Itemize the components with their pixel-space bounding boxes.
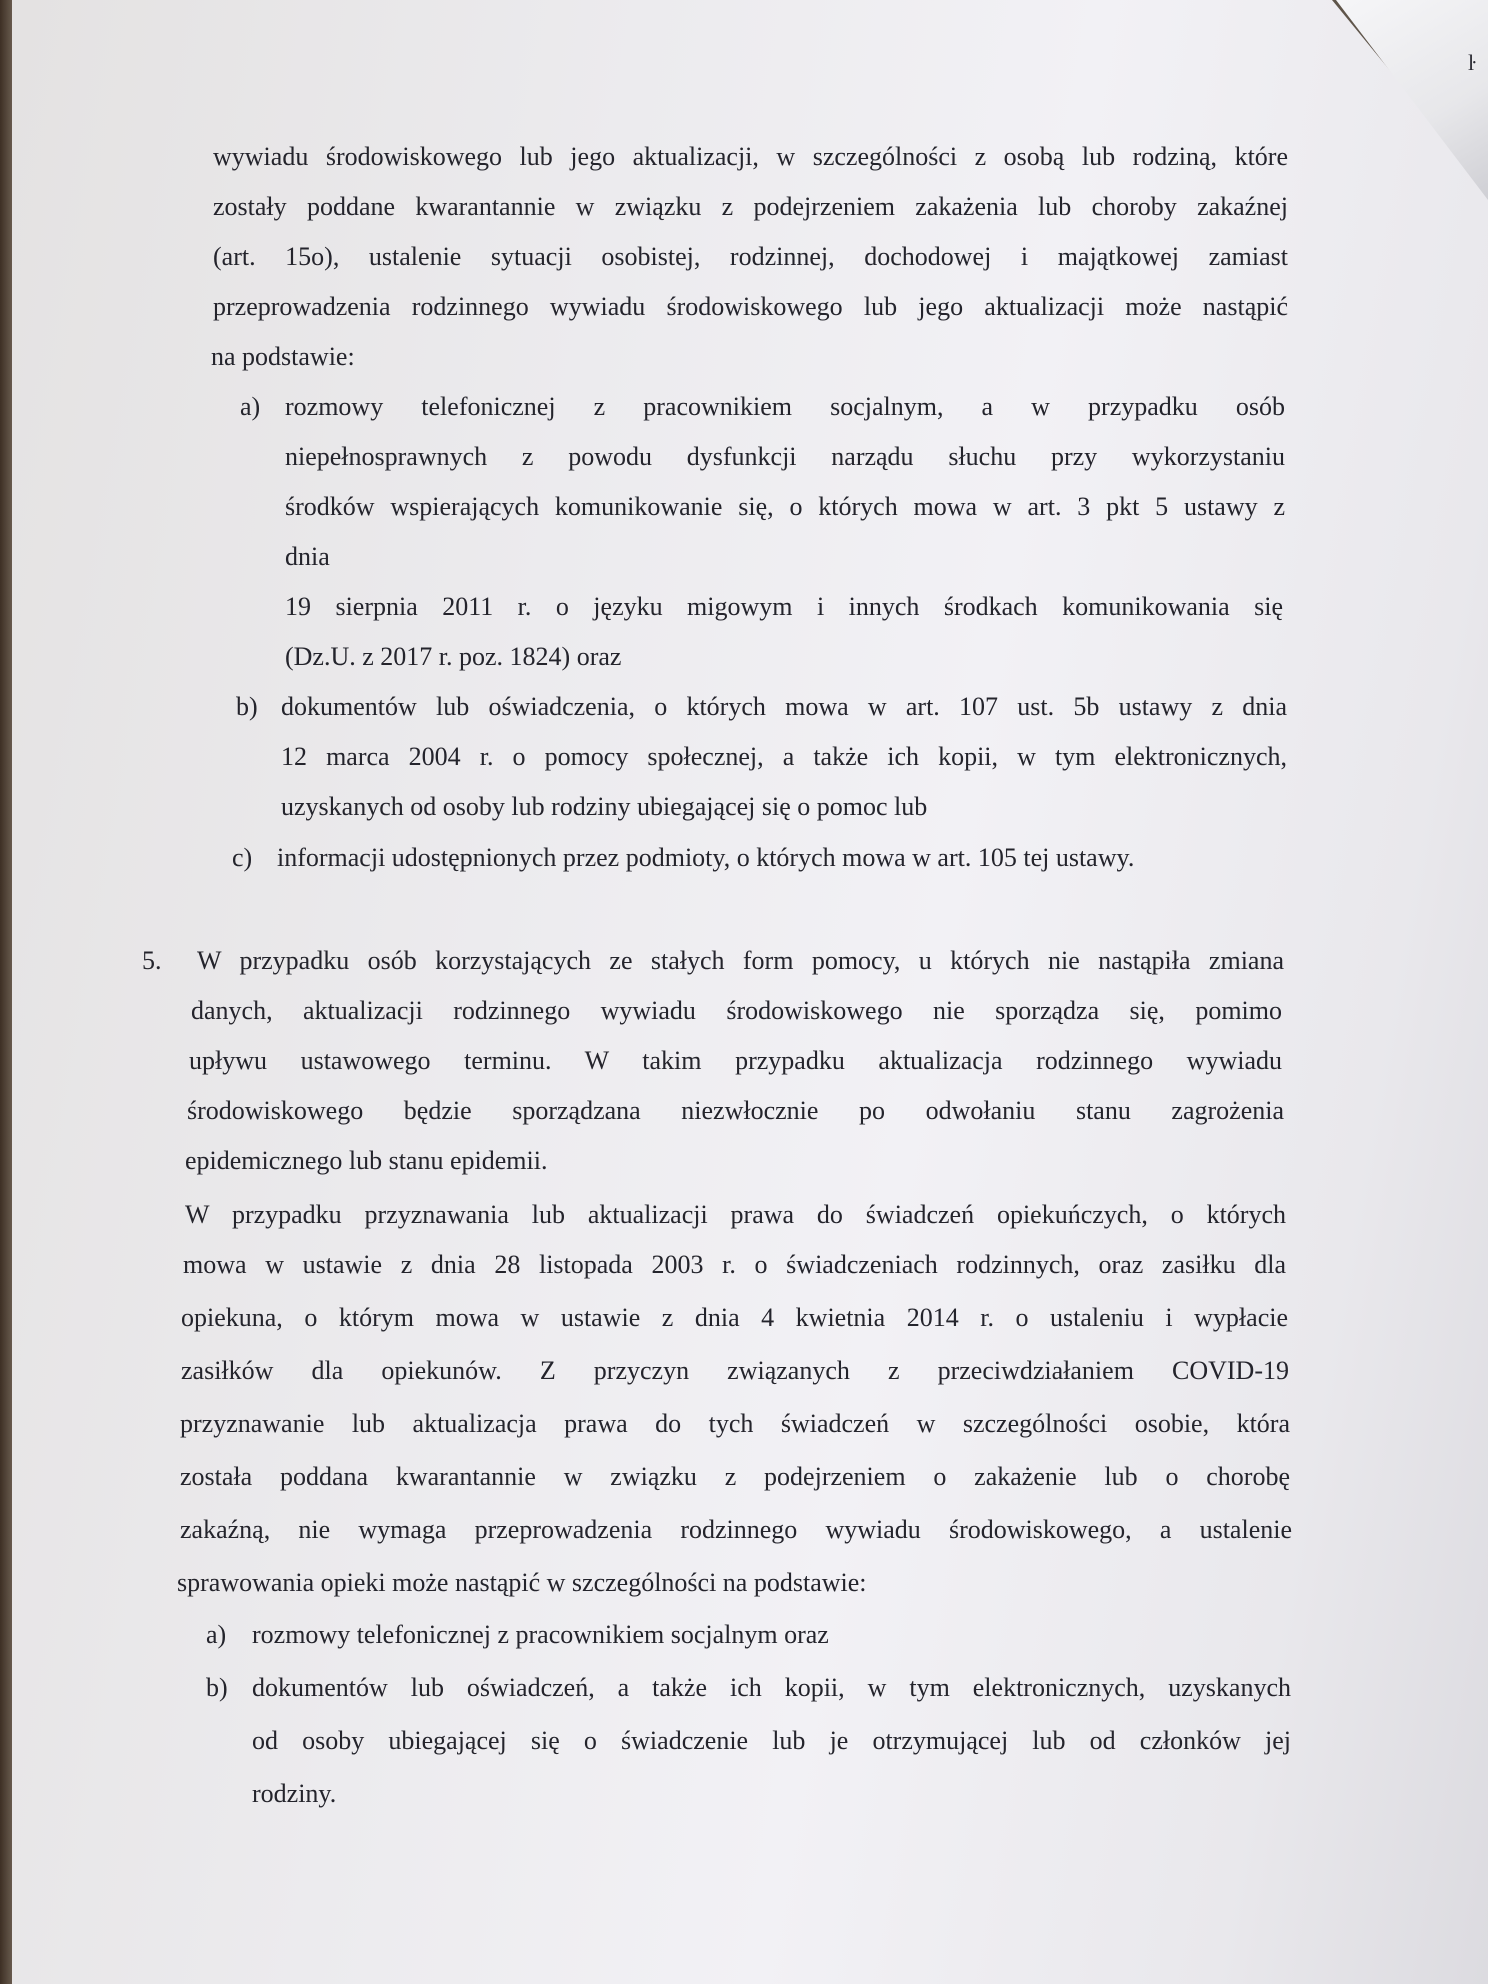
text-line: sprawowania opieki może nastąpić w szczególności na podstawie: (177, 1568, 867, 1597)
list-marker: a) (240, 392, 261, 421)
text-line: W przypadku przyznawania lub aktualizacji prawa do świadczeń opiekuńczych, o których (185, 1200, 1286, 1229)
list-item-line: rodziny. (252, 1779, 337, 1808)
list-marker: b) (206, 1673, 228, 1702)
text-line: zakaźną, nie wymaga przeprowadzenia rodzinnego wywiadu środowiskowego, a ustalenie (180, 1515, 1292, 1544)
text-line: W przypadku osób korzystających ze stałych form pomocy, u których nie nastąpiła zmiana (197, 946, 1284, 975)
list-item-line: dokumentów lub oświadczeń, a także ich kopii, w tym elektronicznych, uzyskanych (252, 1673, 1291, 1702)
text-line: mowa w ustawie z dnia 28 listopada 2003 r. o świadczeniach rodzinnych, oraz zasiłku dla (183, 1250, 1286, 1279)
text-line: upływu ustawowego terminu. W takim przypadku aktualizacja rodzinnego wywiadu (189, 1046, 1282, 1075)
text-line: (art. 15o), ustalenie sytuacji osobistej, rodzinnej, dochodowej i majątkowej zamiast (213, 242, 1288, 271)
text-line: przeprowadzenia rodzinnego wywiadu środowiskowego lub jego aktualizacji może nastąpić (213, 292, 1288, 321)
text-line: środowiskowego będzie sporządzana niezwłocznie po odwołaniu stanu zagrożenia (187, 1096, 1284, 1125)
point-number: 5. (142, 946, 162, 975)
list-item-line: dnia (285, 542, 330, 571)
text-line: opiekuna, o którym mowa w ustawie z dnia 4 kwietnia 2014 r. o ustaleniu i wypłacie (181, 1303, 1288, 1332)
background-edge (0, 0, 14, 1984)
text-line: zasiłków dla opiekunów. Z przyczyn związanych z przeciwdziałaniem COVID-19 (181, 1356, 1289, 1385)
list-marker: c) (232, 843, 253, 872)
list-item-line: rozmowy telefonicznej z pracownikiem socjalnym, a w przypadku osób (285, 392, 1285, 421)
text-line: na podstawie: (211, 342, 355, 371)
list-item-line: uzyskanych od osoby lub rodziny ubiegającej się o pomoc lub (281, 792, 928, 821)
list-item-line: (Dz.U. z 2017 r. poz. 1824) oraz (285, 642, 622, 671)
text-line: przyznawanie lub aktualizacja prawa do tych świadczeń w szczególności osobie, która (180, 1409, 1290, 1438)
text-line: została poddana kwarantannie w związku z podejrzeniem o zakażenie lub o chorobę (180, 1462, 1290, 1491)
text-line: zostały poddane kwarantannie w związku z podejrzeniem zakażenia lub choroby zakaźnej (213, 192, 1288, 221)
list-marker: b) (236, 692, 258, 721)
list-marker: a) (206, 1620, 227, 1649)
list-item-line: informacji udostępnionych przez podmioty, o których mowa w art. 105 tej ustawy. (277, 843, 1135, 872)
list-item-line: rozmowy telefonicznej z pracownikiem socjalnym oraz (252, 1620, 829, 1649)
text-line: epidemicznego lub stanu epidemii. (185, 1146, 548, 1175)
list-item-line: od osoby ubiegającej się o świadczenie lub je otrzymującej lub od członków jej (252, 1726, 1291, 1755)
text-line: danych, aktualizacji rodzinnego wywiadu środowiskowego nie sporządza się, pomimo (191, 996, 1282, 1025)
list-item-line: 19 sierpnia 2011 r. o języku migowym i innych środkach komunikowania się (285, 592, 1283, 621)
list-item-line: 12 marca 2004 r. o pomocy społecznej, a także ich kopii, w tym elektronicznych, (281, 742, 1287, 771)
text-line: wywiadu środowiskowego lub jego aktualizacji, w szczególności z osobą lub rodziną, które (213, 142, 1288, 171)
corner-mark: ŀ (1468, 50, 1476, 75)
list-item-line: środków wspierających komunikowanie się, o których mowa w art. 3 pkt 5 ustawy z (285, 492, 1285, 521)
list-item-line: dokumentów lub oświadczenia, o których mowa w art. 107 ust. 5b ustawy z dnia (281, 692, 1287, 721)
list-item-line: niepełnosprawnych z powodu dysfunkcji narządu słuchu przy wykorzystaniu (285, 442, 1285, 471)
